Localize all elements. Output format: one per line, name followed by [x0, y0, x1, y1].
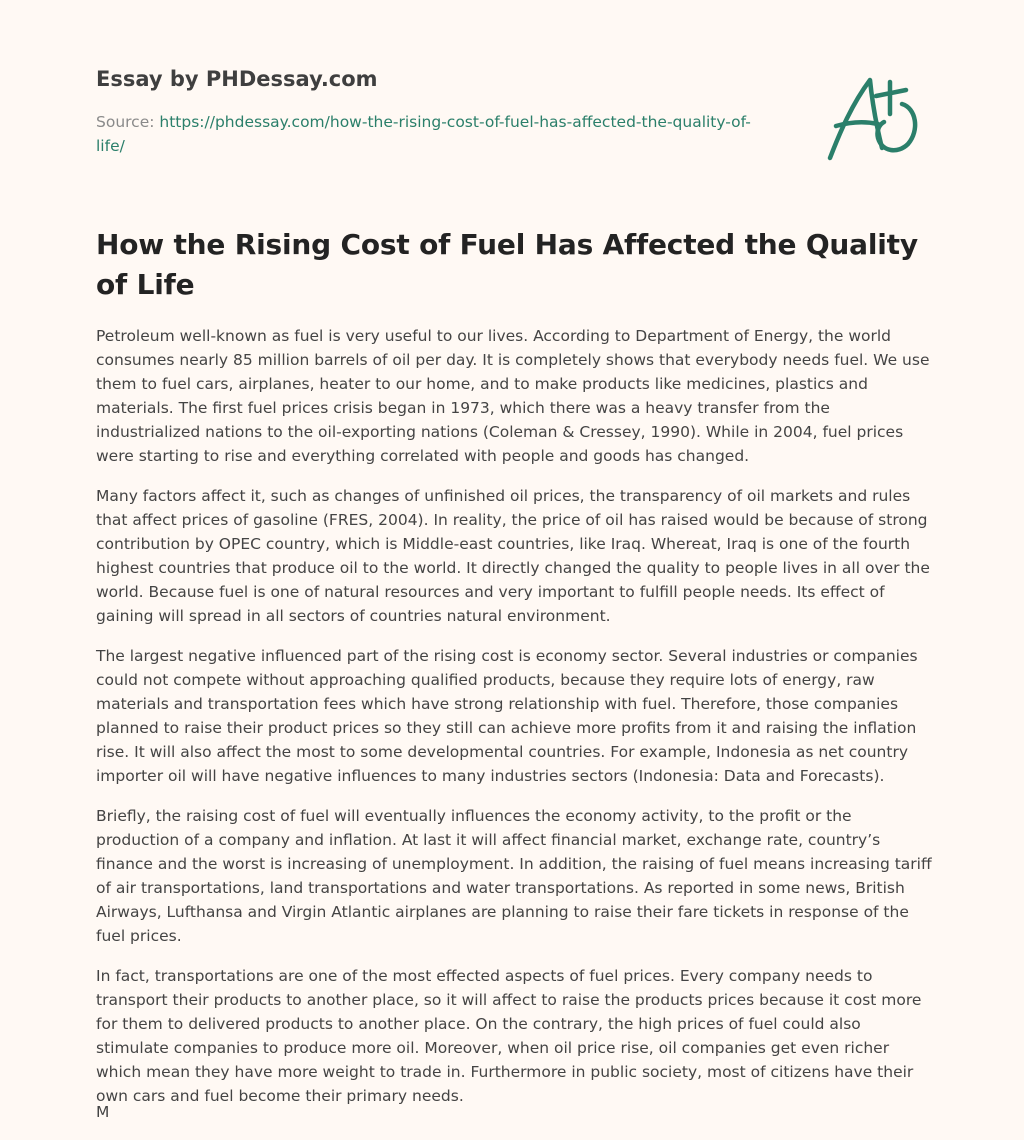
a-plus-logo-icon [818, 66, 930, 166]
essay-paragraph: Briefly, the raising cost of fuel will eventually influences the economy activity, to the profit or the production of a company and inflation. At last it will affect financial market, exchange rate, country’s finance and the worst is increasing of unemployment. In addition, the raising of fuel means increasing tariff of air transportations, land transportations and water transportations. As reported in some news, British Airways, Lufthansa and Virgin Atlantic airplanes are planning to raise their fare tickets in response of the fuel prices. [96, 807, 932, 945]
essay-paragraph: Many factors affect it, such as changes of unfinished oil prices, the transparency of oil markets and rules that affect prices of gasoline (FRES, 2004). In reality, the price of oil has raised would be because of strong contribution by OPEC country, which is Middle-east countries, like Iraq. Whereat, Iraq is one of the fourth highest countries that produce oil to the world. It directly changed the quality to people lives in all over the world. Because fuel is one of natural resources and very important to fulfill people needs. Its effect of gaining will spread in all sectors of countries natural environment. [96, 487, 930, 625]
source-label: Source: [96, 113, 155, 131]
truncated-text: M [96, 1103, 110, 1121]
site-title: Essay by PHDessay.com [96, 67, 378, 91]
essay-paragraph: In fact, transportations are one of the most effected aspects of fuel prices. Every company needs to transport their products to another place, so it will affect to raise the products prices because it cost more for them to delivered products to another place. On the contrary, the high prices of fuel could also stimulate companies to produce more oil. Moreover, when oil price rise, oil companies get even richer which mean they have more weight to trade in. Furthermore in public society, most of citizens have their own cars and fuel become their primary needs. [96, 967, 922, 1105]
essay-body [96, 324, 932, 1124]
essay-title: How the Rising Cost of Fuel Has Affected the Quality of Life [96, 228, 918, 301]
source-line [96, 110, 756, 158]
essay-paragraph: Petroleum well-known as fuel is very useful to our lives. According to Department of Energy, the world consumes nearly 85 million barrels of oil per day. It is completely shows that everybody needs fuel. We use them to fuel cars, airplanes, heater to our home, and to make products like medicines, plastics and materials. The first fuel prices crisis began in 1973, which there was a heavy transfer from the industrialized nations to the oil-exporting nations (Coleman & Cressey, 1990). While in 2004, fuel prices were starting to rise and everything correlated with people and goods has changed. [96, 327, 930, 465]
source-link[interactable]: https://phdessay.com/how-the-rising-cost-of-fuel-has-affected-the-quality-of-life/ [96, 113, 751, 155]
essay-paragraph: The largest negative influenced part of the rising cost is economy sector. Several industries or companies could not compete without approaching qualified products, because they require lots of energy, raw materials and transportation fees which have strong relationship with fuel. Therefore, those companies planned to raise their product prices so they still can achieve more profits from it and raising the inflation rise. It will also affect the most to some developmental countries. For example, Indonesia as net country importer oil will have negative influences to many industries sectors (Indonesia: Data and Forecasts). [96, 647, 918, 785]
